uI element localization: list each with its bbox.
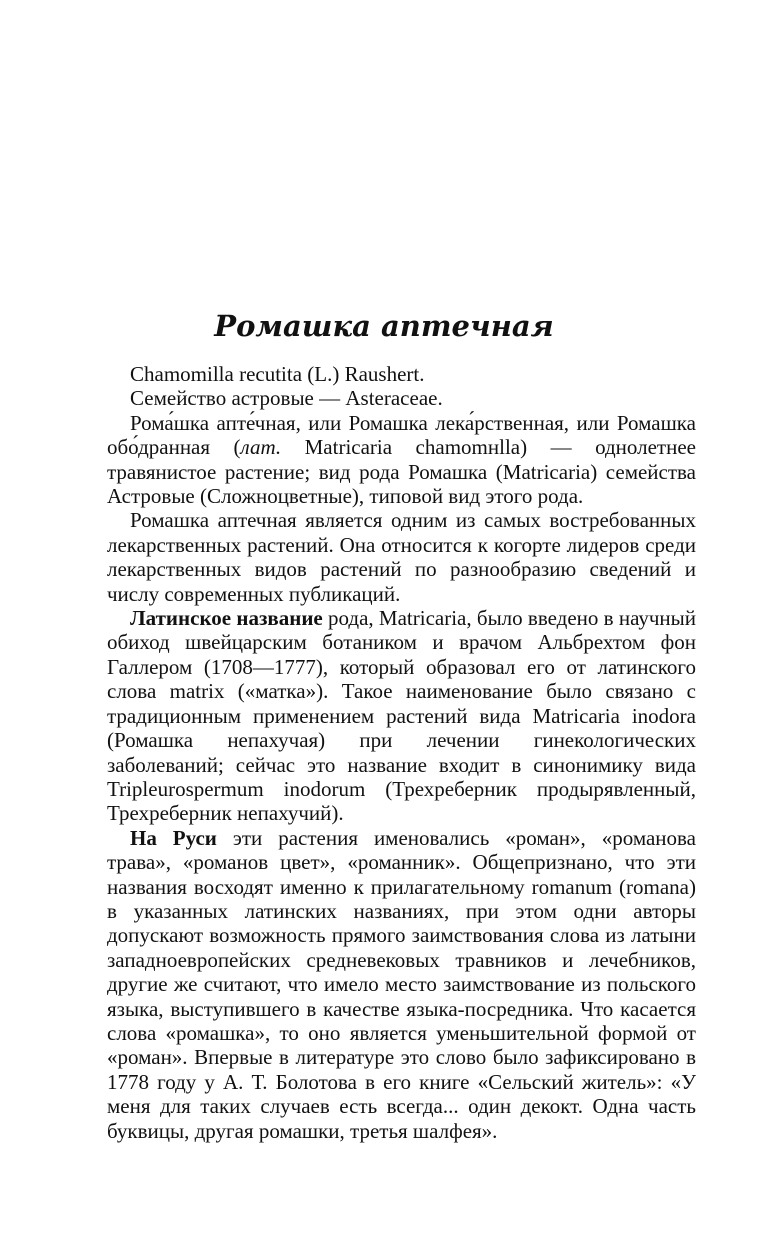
paragraph-description-post: Matricaria chamomнlla) — однолетнее травянистое растение; вид рода Ромашка (Matricaria) семейства Астровые (Сложноцветные), типовой вид этого рода. <box>107 435 696 509</box>
article-body <box>107 362 696 1143</box>
paragraph-latin-name-text: рода, Matricaria, было введено в научный обиход швейцарским ботаником и врачом Альбрехтом фон Галлером (1708—1777), который образовал его от латинского слова matrix («матка»). Такое наименование было связано с традиционным применением растений вида Matricaria inodora (Ромашка непахучая) при лечении гинекологических заболеваний; сейчас это название входит в синонимику вида Tripleurospermum inodorum (Трехреберник продырявленный, Трехреберник непахучий). <box>107 606 697 826</box>
paragraph-importance: Ромашка аптечная является одним из самых востребованных лекарственных растений. Она относится к когорте лидеров среди лекарственных видов растений по разнообразию сведений и числу современных публикаций. <box>107 508 696 606</box>
paragraph-rus-history-text: эти растения именовались «роман», «романова трава», «романов цвет», «романник». Общепризнано, что эти названия восходят именно к прилагательному romanum (romana) в указанных латинских названиях, при этом одни авторы допускают возможность прямого заимствования слова из латыни западноевропейских средневековых травников и лечебников, другие же считают, что имело место заимствование из польского языка, выступившего в качестве языка-посредника. Что касается слова «ромашка», то оно является уменьшительной формой от «роман». Впервые в литературе это слово было зафиксировано в 1778 году у А. Т. Болотова в его книге «Сельский житель»: «У меня для таких случаев есть всегда... один декокт. Одна часть буквицы, другая ромашки, третья шалфея». <box>107 825 696 1143</box>
article-title: Ромашка аптечная <box>214 309 554 343</box>
paragraph-description <box>107 411 696 509</box>
paragraph-latin-name <box>107 606 696 826</box>
paragraph-rus-history <box>107 826 696 1143</box>
latin-abbrev: лат. <box>240 435 282 460</box>
paragraph-description-pre: Рома́шка апте́чная, или Ромашка лека́рственная, или Ромашка обо́дранная ( <box>107 410 696 460</box>
rus-heading: На Руси <box>130 825 217 850</box>
family-line: Семейство астровые — Asteraceae. <box>130 386 443 411</box>
latin-name-line: Chamomilla recutita (L.) Raushert. <box>130 362 425 386</box>
latin-name-heading: Латинское название <box>130 606 323 631</box>
